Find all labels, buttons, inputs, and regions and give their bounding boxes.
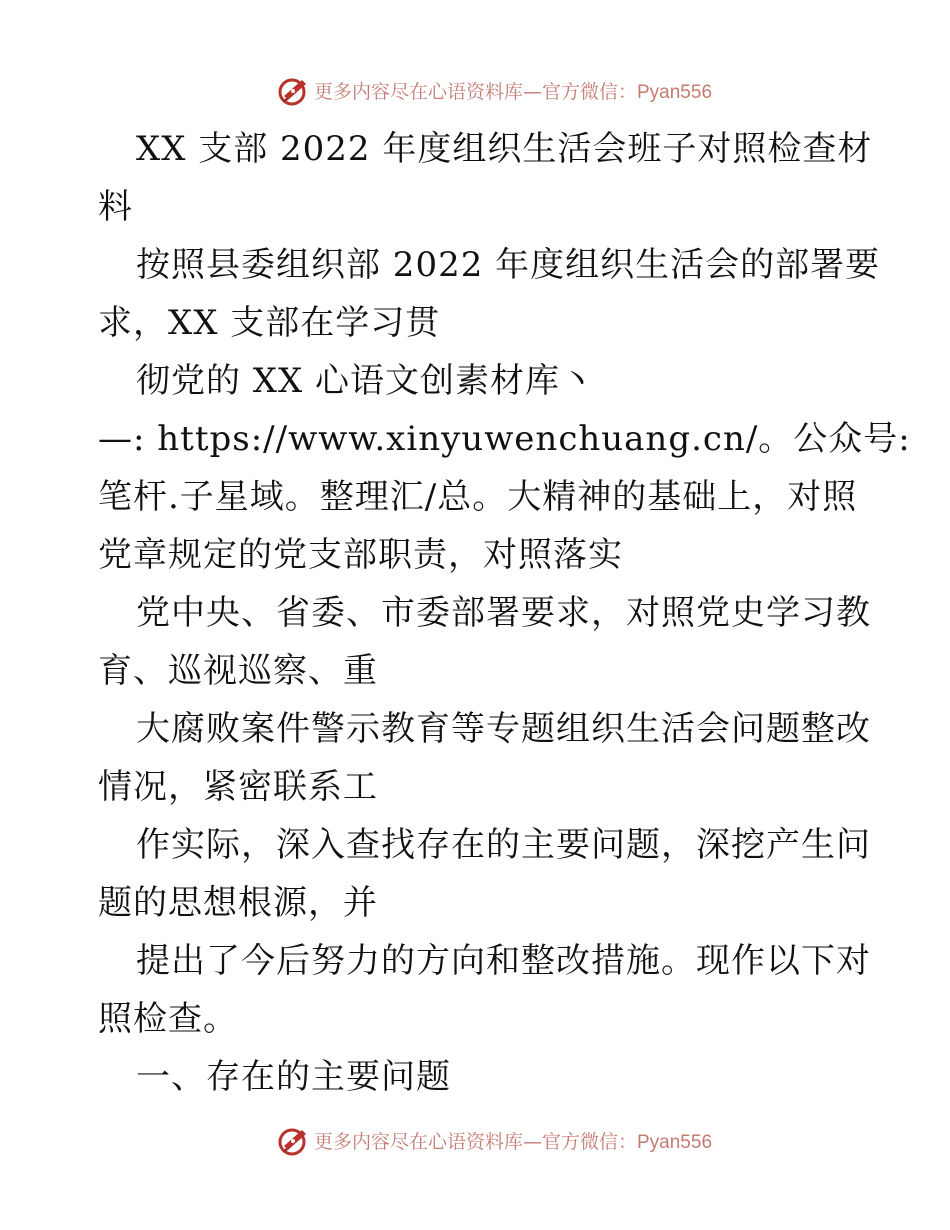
paragraph-line: 大腐败案件警示教育等专题组织生活会问题整改 [136,709,871,749]
banner-text: 更多内容尽在心语资料库—官方微信：Pyan556 [313,1130,713,1153]
paragraph-line: 党中央、省委、市委部署要求，对照党史学习教 [136,593,871,633]
paragraph-line: 党章规定的党支部职责，对照落实 [98,535,623,575]
paragraph-line: 求，XX 支部在学习贯 [98,303,441,343]
paragraph-line: 育、巡视巡察、重 [98,651,378,691]
paragraph-line: 提出了今后努力的方向和整改措施。现作以下对 [136,941,871,981]
wechat-id: Pyan556 [637,81,713,103]
doc-title-line-1: XX 支部 2022 年度组织生活会班子对照检查材 [136,129,873,169]
pen-logo-icon [278,1124,310,1156]
paragraph-line: 按照县委组织部 2022 年度组织生活会的部署要 [136,245,881,285]
header-banner [0,70,950,110]
paragraph-line: 题的思想根源，并 [98,883,378,923]
footer-banner [0,1120,950,1160]
paragraph-line: 笔杆.子星域。整理汇/总。大精神的基础上，对照 [98,477,858,517]
doc-title-line-2: 料 [98,187,133,227]
paragraph-line: 情况，紧密联系工 [98,767,378,807]
paragraph-line: 照检查。 [98,999,238,1039]
pen-logo-icon [278,74,310,106]
wechat-id: Pyan556 [637,1131,713,1153]
banner-text: 更多内容尽在心语资料库—官方微信：Pyan556 [313,80,713,103]
section-heading: 一、存在的主要问题 [136,1057,451,1097]
document-body [98,120,911,1106]
paragraph-line: 作实际，深入查找存在的主要问题，深挖产生问 [136,825,871,865]
paragraph-line: —: https://www.xinyuwenchuang.cn/。公众号: [98,419,911,459]
paragraph-line: 彻党的 XX 心语文创素材库丶 [136,361,596,401]
